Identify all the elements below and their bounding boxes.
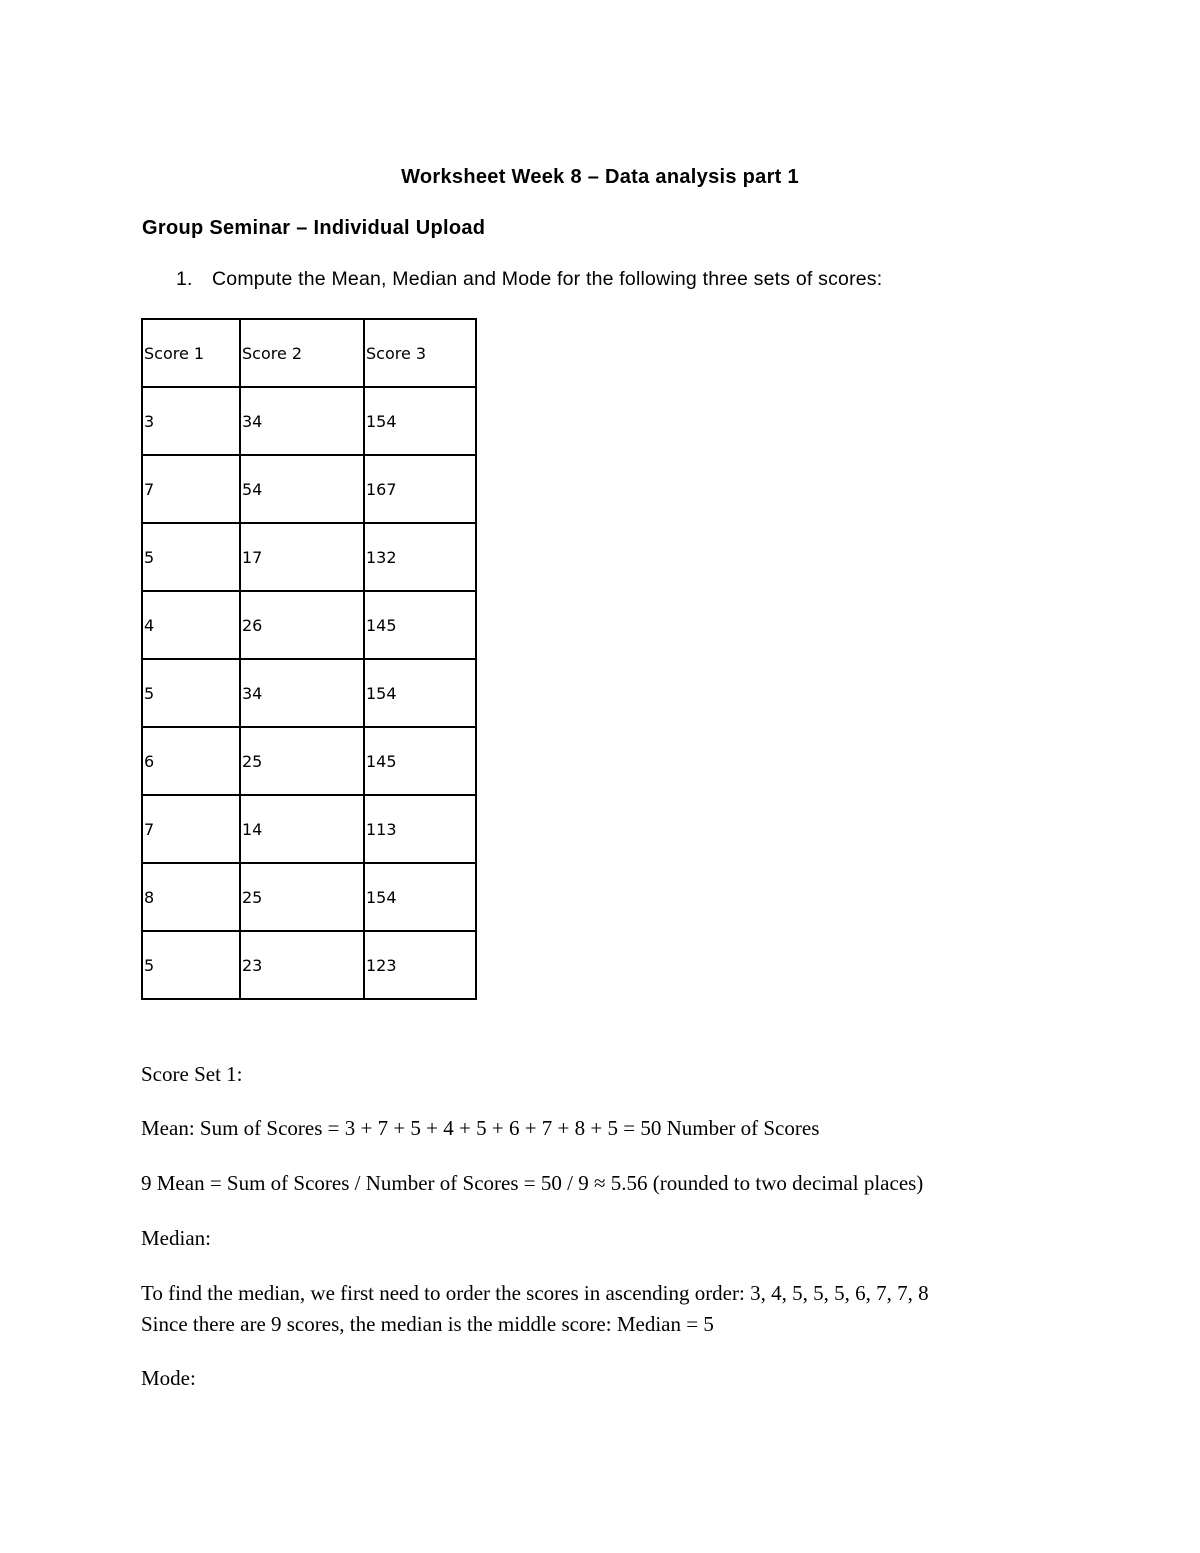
table-cell: 145 [364, 727, 476, 795]
table-cell: 6 [142, 727, 240, 795]
table-cell: 5 [142, 931, 240, 999]
table-header-cell: Score 3 [364, 319, 476, 387]
mode-label: Mode: [141, 1366, 196, 1390]
table-cell: 154 [364, 387, 476, 455]
table-header-cell: Score 1 [142, 319, 240, 387]
table-cell: 3 [142, 387, 240, 455]
table-cell: 8 [142, 863, 240, 931]
table-cell: 23 [240, 931, 364, 999]
median-label: Median: [141, 1226, 211, 1250]
table-cell: 167 [364, 455, 476, 523]
table-cell: 5 [142, 523, 240, 591]
page-subtitle: Group Seminar – Individual Upload [142, 217, 486, 239]
table-row [142, 931, 476, 999]
table-row [142, 591, 476, 659]
question-item [176, 268, 882, 291]
table-cell: 113 [364, 795, 476, 863]
mean-line-2: 9 Mean = Sum of Scores / Number of Scores = 50 / 9 ≈ 5.56 (rounded to two decimal places) [141, 1171, 924, 1195]
page-title: Worksheet Week 8 – Data analysis part 1 [401, 166, 799, 188]
table-row [142, 863, 476, 931]
table-row [142, 523, 476, 591]
table-cell: 34 [240, 387, 364, 455]
table-cell: 154 [364, 863, 476, 931]
table-header-cell: Score 2 [240, 319, 364, 387]
scores-table [141, 318, 477, 1000]
median-line-1: To find the median, we first need to order the scores in ascending order: 3, 4, 5, 5, 5, 6, 7, 7, 8 [141, 1281, 929, 1305]
table-cell: 25 [240, 727, 364, 795]
question-text: Compute the Mean, Median and Mode for the following three sets of scores: [212, 268, 883, 290]
table-cell: 154 [364, 659, 476, 727]
table-row [142, 387, 476, 455]
table-cell: 54 [240, 455, 364, 523]
table-header-row [142, 319, 476, 387]
table-cell: 4 [142, 591, 240, 659]
question-number: 1. [176, 268, 193, 290]
table-row [142, 795, 476, 863]
mean-line-1: Mean: Sum of Scores = 3 + 7 + 5 + 4 + 5 + 6 + 7 + 8 + 5 = 50 Number of Scores [141, 1116, 820, 1140]
table-cell: 26 [240, 591, 364, 659]
table-cell: 145 [364, 591, 476, 659]
table-cell: 25 [240, 863, 364, 931]
table-cell: 17 [240, 523, 364, 591]
table-cell: 5 [142, 659, 240, 727]
score-set-label: Score Set 1: [141, 1062, 243, 1086]
table-cell: 132 [364, 523, 476, 591]
table-row [142, 727, 476, 795]
table-cell: 7 [142, 455, 240, 523]
median-line-2: Since there are 9 scores, the median is the middle score: Median = 5 [141, 1312, 714, 1336]
table-row [142, 659, 476, 727]
table-cell: 34 [240, 659, 364, 727]
table-row [142, 455, 476, 523]
table-cell: 14 [240, 795, 364, 863]
table-cell: 123 [364, 931, 476, 999]
table-cell: 7 [142, 795, 240, 863]
